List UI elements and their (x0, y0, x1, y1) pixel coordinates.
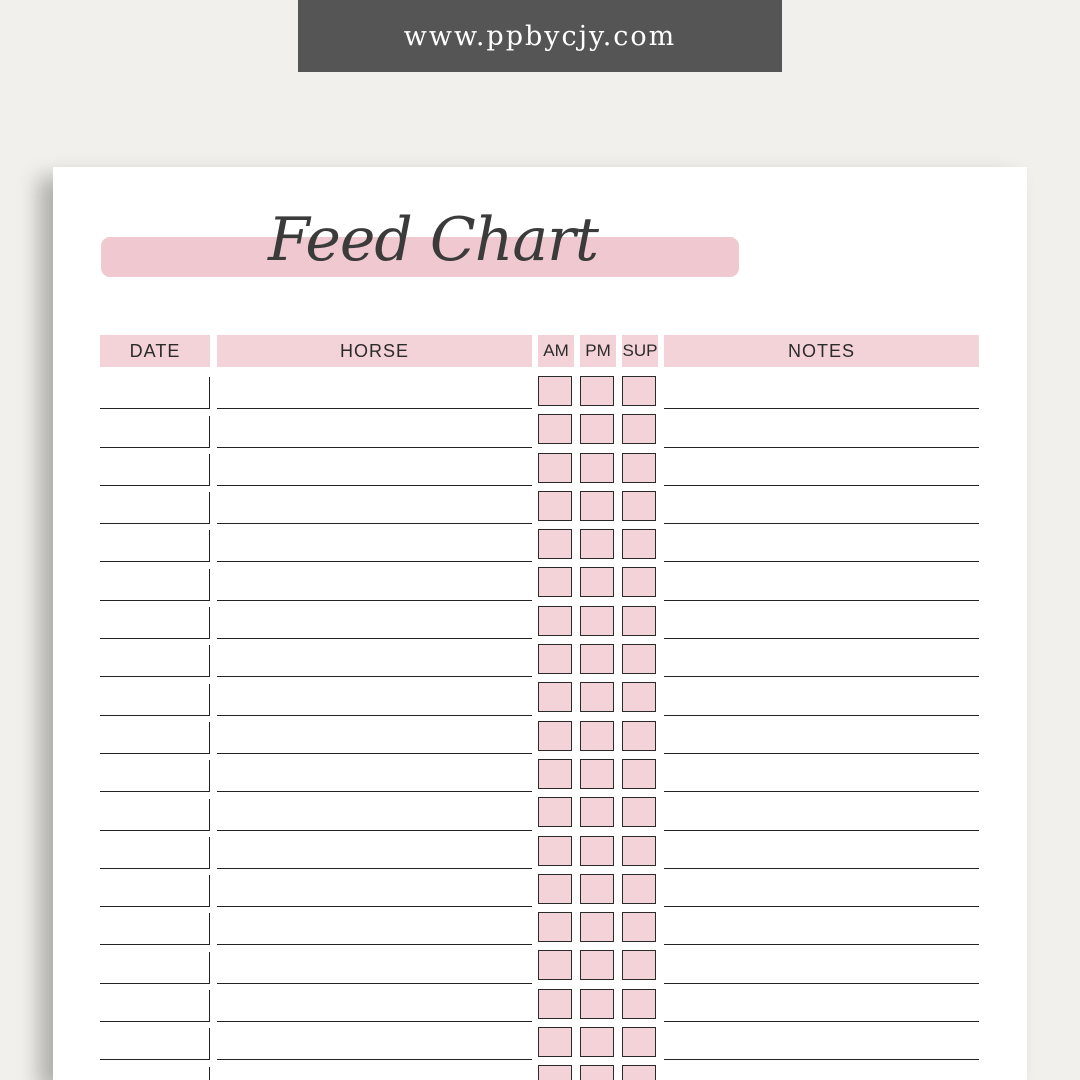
am-checkbox[interactable] (538, 874, 572, 904)
notes-entry-line[interactable] (664, 561, 979, 562)
sup-checkbox[interactable] (622, 797, 656, 827)
sup-checkbox[interactable] (622, 529, 656, 559)
horse-entry-line[interactable] (217, 523, 532, 524)
table-row (53, 374, 1027, 412)
pm-checkbox[interactable] (580, 950, 614, 980)
date-entry-line[interactable] (100, 561, 210, 562)
date-entry-line[interactable] (100, 944, 210, 945)
date-divider (209, 492, 210, 524)
pm-checkbox[interactable] (580, 836, 614, 866)
pm-checkbox[interactable] (580, 721, 614, 751)
date-entry-line[interactable] (100, 638, 210, 639)
pm-checkbox[interactable] (580, 606, 614, 636)
pm-checkbox[interactable] (580, 759, 614, 789)
table-row (53, 872, 1027, 910)
am-checkbox[interactable] (538, 376, 572, 406)
sup-checkbox[interactable] (622, 491, 656, 521)
date-entry-line[interactable] (100, 676, 210, 677)
sup-checkbox[interactable] (622, 453, 656, 483)
notes-entry-line[interactable] (664, 408, 979, 409)
horse-entry-line[interactable] (217, 906, 532, 907)
horse-entry-line[interactable] (217, 561, 532, 562)
pm-checkbox[interactable] (580, 414, 614, 444)
pm-checkbox[interactable] (580, 797, 614, 827)
horse-entry-line[interactable] (217, 830, 532, 831)
am-checkbox[interactable] (538, 682, 572, 712)
am-checkbox[interactable] (538, 797, 572, 827)
notes-entry-line[interactable] (664, 1059, 979, 1060)
am-checkbox[interactable] (538, 491, 572, 521)
date-entry-line[interactable] (100, 447, 210, 448)
date-divider (209, 990, 210, 1022)
horse-entry-line[interactable] (217, 868, 532, 869)
sup-checkbox[interactable] (622, 950, 656, 980)
column-header-date: DATE (100, 335, 210, 367)
sup-checkbox[interactable] (622, 989, 656, 1019)
date-entry-line[interactable] (100, 600, 210, 601)
notes-entry-line[interactable] (664, 983, 979, 984)
table-row (53, 987, 1027, 1025)
date-entry-line[interactable] (100, 830, 210, 831)
column-header-horse: HORSE (217, 335, 532, 367)
table-row (53, 489, 1027, 527)
notes-entry-line[interactable] (664, 753, 979, 754)
table-row (53, 795, 1027, 833)
notes-entry-line[interactable] (664, 944, 979, 945)
date-divider (209, 875, 210, 907)
date-divider (209, 454, 210, 486)
sup-checkbox[interactable] (622, 1027, 656, 1057)
table-row (53, 604, 1027, 642)
horse-entry-line[interactable] (217, 600, 532, 601)
table-row (53, 948, 1027, 986)
date-divider (209, 837, 210, 869)
horse-entry-line[interactable] (217, 485, 532, 486)
pm-checkbox[interactable] (580, 644, 614, 674)
table-row (53, 451, 1027, 489)
date-entry-line[interactable] (100, 753, 210, 754)
notes-entry-line[interactable] (664, 676, 979, 677)
notes-entry-line[interactable] (664, 868, 979, 869)
date-entry-line[interactable] (100, 523, 210, 524)
table-row (53, 910, 1027, 948)
horse-entry-line[interactable] (217, 944, 532, 945)
horse-entry-line[interactable] (217, 983, 532, 984)
horse-entry-line[interactable] (217, 676, 532, 677)
date-divider (209, 416, 210, 448)
notes-entry-line[interactable] (664, 447, 979, 448)
am-checkbox[interactable] (538, 453, 572, 483)
am-checkbox[interactable] (538, 414, 572, 444)
pm-checkbox[interactable] (580, 567, 614, 597)
horse-entry-line[interactable] (217, 1021, 532, 1022)
pm-checkbox[interactable] (580, 529, 614, 559)
date-entry-line[interactable] (100, 983, 210, 984)
date-entry-line[interactable] (100, 1021, 210, 1022)
table-row (53, 1025, 1027, 1063)
pm-checkbox[interactable] (580, 1027, 614, 1057)
notes-entry-line[interactable] (664, 600, 979, 601)
date-divider (209, 607, 210, 639)
am-checkbox[interactable] (538, 567, 572, 597)
pm-checkbox[interactable] (580, 376, 614, 406)
date-divider (209, 913, 210, 945)
date-entry-line[interactable] (100, 408, 210, 409)
date-entry-line[interactable] (100, 1059, 210, 1060)
pm-checkbox[interactable] (580, 912, 614, 942)
sup-checkbox[interactable] (622, 912, 656, 942)
chart-rows (53, 374, 1027, 1080)
date-divider (209, 1067, 210, 1080)
pm-checkbox[interactable] (580, 1065, 614, 1080)
am-checkbox[interactable] (538, 721, 572, 751)
date-divider (209, 377, 210, 409)
sup-checkbox[interactable] (622, 874, 656, 904)
notes-entry-line[interactable] (664, 791, 979, 792)
am-checkbox[interactable] (538, 606, 572, 636)
sup-checkbox[interactable] (622, 567, 656, 597)
notes-entry-line[interactable] (664, 715, 979, 716)
table-row (53, 527, 1027, 565)
notes-entry-line[interactable] (664, 638, 979, 639)
horse-entry-line[interactable] (217, 1059, 532, 1060)
am-checkbox[interactable] (538, 836, 572, 866)
date-divider (209, 722, 210, 754)
am-checkbox[interactable] (538, 1027, 572, 1057)
feed-chart-sheet (53, 167, 1027, 1080)
date-divider (209, 952, 210, 984)
am-checkbox[interactable] (538, 759, 572, 789)
horse-entry-line[interactable] (217, 638, 532, 639)
table-row (53, 1063, 1027, 1080)
pm-checkbox[interactable] (580, 491, 614, 521)
notes-entry-line[interactable] (664, 906, 979, 907)
notes-entry-line[interactable] (664, 485, 979, 486)
horse-entry-line[interactable] (217, 791, 532, 792)
pm-checkbox[interactable] (580, 453, 614, 483)
table-row (53, 565, 1027, 603)
date-divider (209, 569, 210, 601)
sup-checkbox[interactable] (622, 376, 656, 406)
notes-entry-line[interactable] (664, 1021, 979, 1022)
am-checkbox[interactable] (538, 529, 572, 559)
am-checkbox[interactable] (538, 912, 572, 942)
date-entry-line[interactable] (100, 715, 210, 716)
sup-checkbox[interactable] (622, 721, 656, 751)
horse-entry-line[interactable] (217, 715, 532, 716)
sup-checkbox[interactable] (622, 606, 656, 636)
am-checkbox[interactable] (538, 950, 572, 980)
date-divider (209, 645, 210, 677)
pm-checkbox[interactable] (580, 682, 614, 712)
table-row (53, 412, 1027, 450)
table-row (53, 834, 1027, 872)
pm-checkbox[interactable] (580, 874, 614, 904)
date-divider (209, 760, 210, 792)
horse-entry-line[interactable] (217, 447, 532, 448)
horse-entry-line[interactable] (217, 753, 532, 754)
date-entry-line[interactable] (100, 868, 210, 869)
am-checkbox[interactable] (538, 644, 572, 674)
table-row (53, 642, 1027, 680)
date-divider (209, 799, 210, 831)
page-title: Feed Chart (268, 205, 598, 275)
column-header-sup: SUP (622, 335, 658, 367)
column-header-notes: NOTES (664, 335, 979, 367)
sup-checkbox[interactable] (622, 1065, 656, 1080)
sup-checkbox[interactable] (622, 682, 656, 712)
date-divider (209, 1028, 210, 1060)
table-row (53, 719, 1027, 757)
date-entry-line[interactable] (100, 906, 210, 907)
horse-entry-line[interactable] (217, 408, 532, 409)
am-checkbox[interactable] (538, 989, 572, 1019)
sup-checkbox[interactable] (622, 836, 656, 866)
table-row (53, 757, 1027, 795)
column-header-am: AM (538, 335, 574, 367)
sup-checkbox[interactable] (622, 644, 656, 674)
column-header-pm: PM (580, 335, 616, 367)
notes-entry-line[interactable] (664, 830, 979, 831)
date-divider (209, 684, 210, 716)
date-entry-line[interactable] (100, 791, 210, 792)
notes-entry-line[interactable] (664, 523, 979, 524)
date-divider (209, 530, 210, 562)
website-url: www.ppbycjy.com (403, 20, 677, 52)
website-banner (298, 0, 782, 72)
sup-checkbox[interactable] (622, 759, 656, 789)
sup-checkbox[interactable] (622, 414, 656, 444)
pm-checkbox[interactable] (580, 989, 614, 1019)
table-row (53, 680, 1027, 718)
date-entry-line[interactable] (100, 485, 210, 486)
am-checkbox[interactable] (538, 1065, 572, 1080)
